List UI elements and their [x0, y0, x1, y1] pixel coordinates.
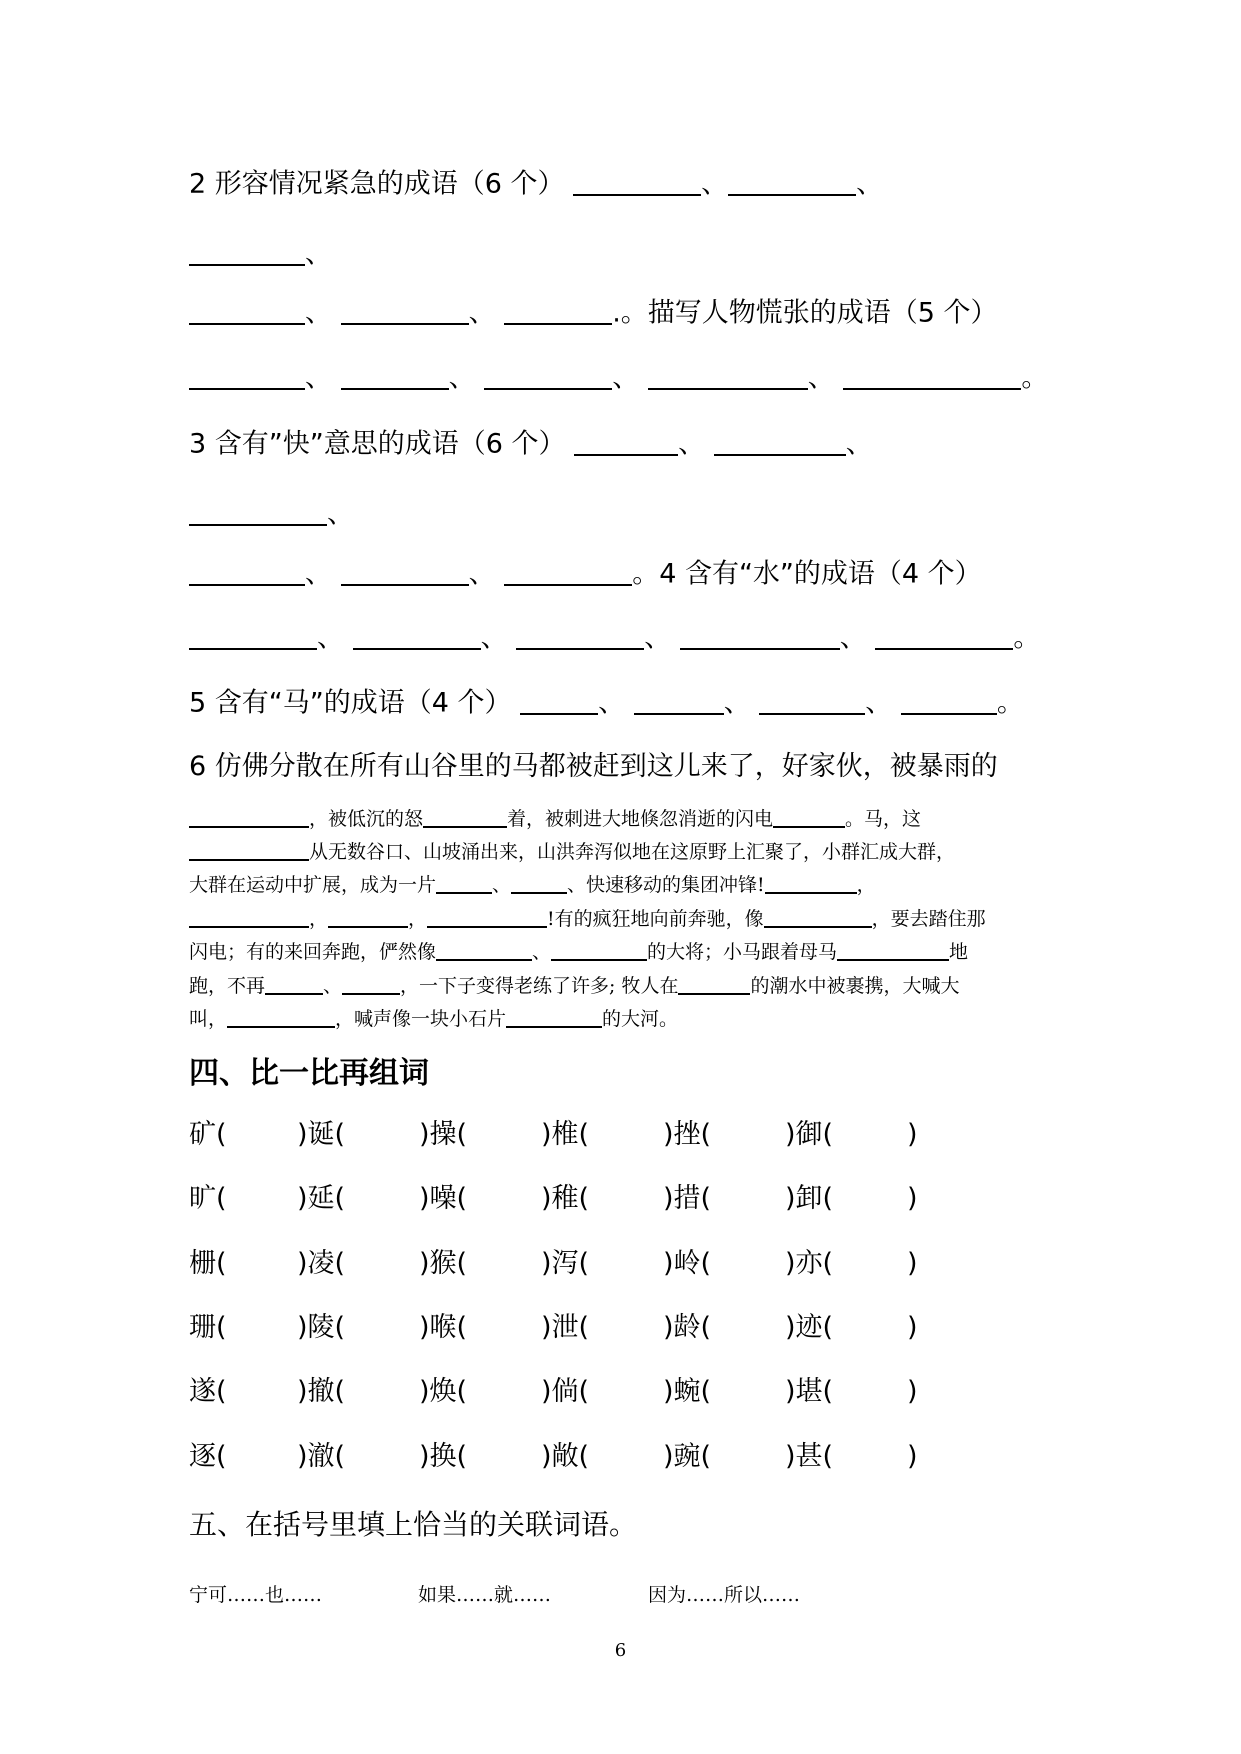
passage-text: 的大河。 [602, 1008, 679, 1031]
answer-blank[interactable] [837, 939, 949, 961]
answer-blank[interactable] [843, 360, 1021, 390]
char-with-paren[interactable]: )甚( [785, 1441, 834, 1472]
q2-prompt: 2 形容情况紧急的成语（6 个） [189, 168, 565, 200]
q6-line4 [189, 906, 986, 932]
q2-prompt-b: 描写人物慌张的成语（5 个） [647, 297, 998, 329]
q5-line [189, 685, 1024, 721]
q3-line3 [189, 556, 982, 592]
q6-line1 [189, 806, 921, 832]
answer-blank[interactable] [506, 1006, 602, 1028]
answer-blank[interactable] [189, 496, 327, 526]
answer-blank[interactable] [511, 872, 567, 894]
page-number: 6 [614, 1640, 627, 1661]
answer-blank[interactable] [678, 973, 750, 995]
char-with-paren[interactable]: 逐( [189, 1441, 227, 1472]
separator: 、 [723, 687, 751, 719]
answer-blank[interactable] [189, 806, 309, 828]
answer-blank[interactable] [353, 620, 481, 650]
q6-line5 [189, 939, 968, 965]
char-with-paren[interactable]: )亦( [785, 1248, 834, 1279]
answer-blank[interactable] [427, 906, 547, 928]
separator: .。 [612, 297, 648, 329]
answer-blank[interactable] [342, 973, 400, 995]
q4-line [189, 620, 1040, 656]
q3-line1 [189, 426, 873, 462]
char-with-paren[interactable]: )倘( [541, 1376, 590, 1407]
separator: 。 [1013, 622, 1041, 654]
separator: 、 [701, 168, 729, 200]
separator: 、 [468, 558, 496, 590]
char-with-paren[interactable]: )噪( [419, 1183, 468, 1214]
passage-text: 。马，这 [845, 808, 922, 831]
separator: 、 [305, 558, 332, 590]
passage-text: 着，被刺进大地倏忽消逝的闪电 [507, 808, 774, 831]
q2-line1 [189, 166, 883, 202]
passage-text: ，被低沉的怒 [309, 808, 424, 831]
answer-blank[interactable] [189, 295, 305, 325]
separator: 、 [839, 622, 867, 654]
passage-text: 地 [949, 941, 969, 964]
q3-line2 [189, 496, 354, 532]
answer-blank[interactable] [765, 872, 857, 894]
q2-line2 [189, 236, 332, 272]
separator: 。 [996, 687, 1024, 719]
answer-blank[interactable] [189, 620, 317, 650]
char-with-paren[interactable]: )御( [785, 1119, 834, 1150]
char-with-paren[interactable]: )操( [419, 1119, 468, 1150]
char-with-paren[interactable]: 珊( [189, 1312, 227, 1343]
answer-blank[interactable] [341, 295, 469, 325]
char-with-paren[interactable]: ) [907, 1119, 918, 1150]
passage-text: ，一下子变得老练了许多; 牧人在 [400, 975, 679, 998]
passage-text: !有的疯狂地向前奔驰，像 [547, 908, 764, 931]
passage-text: 、 [532, 941, 552, 964]
answer-blank[interactable] [773, 806, 845, 828]
char-with-paren[interactable]: ) [907, 1441, 918, 1472]
separator: 、 [678, 428, 706, 460]
char-with-paren[interactable]: )迹( [785, 1312, 834, 1343]
answer-blank[interactable] [189, 360, 305, 390]
separator: 、 [644, 622, 672, 654]
answer-blank[interactable] [189, 839, 309, 861]
answer-blank[interactable] [574, 426, 678, 456]
separator: 、 [612, 362, 640, 394]
char-with-paren[interactable]: )椎( [541, 1119, 590, 1150]
q6-line3 [189, 872, 876, 898]
separator: 、 [448, 362, 476, 394]
passage-text: ， [309, 908, 329, 931]
separator: 。 [1021, 362, 1049, 394]
q5-prompt: 5 含有“马”的成语（4 个） [189, 687, 512, 719]
answer-blank[interactable] [875, 620, 1013, 650]
answer-blank[interactable] [714, 426, 846, 456]
answer-blank[interactable] [516, 620, 644, 650]
answer-blank[interactable] [227, 1006, 335, 1028]
answer-blank[interactable] [189, 236, 305, 266]
answer-blank[interactable] [551, 939, 647, 961]
char-with-paren[interactable]: ) [907, 1376, 918, 1407]
answer-blank[interactable] [484, 360, 612, 390]
passage-text: 的大将；小马跟着母马 [647, 941, 838, 964]
passage-text: 闪电；有的来回奔跑，俨然像 [189, 941, 437, 964]
separator: 、 [317, 622, 344, 654]
char-with-paren[interactable]: )泄( [541, 1312, 590, 1343]
q3-prompt: 3 含有”快”意思的成语（6 个） [189, 428, 566, 460]
char-with-paren[interactable]: )焕( [419, 1376, 468, 1407]
answer-blank[interactable] [634, 685, 724, 715]
separator: 、 [865, 687, 893, 719]
passage-text: 大群在运动中扩展，成为一片 [189, 874, 437, 897]
char-with-paren[interactable]: )措( [663, 1183, 712, 1214]
separator: 、 [305, 238, 332, 270]
q6-line2 [189, 839, 955, 865]
answer-blank[interactable] [189, 906, 309, 928]
char-with-paren[interactable]: )猴( [419, 1248, 468, 1279]
q6-line7 [189, 1006, 678, 1032]
char-with-paren[interactable]: 旷( [189, 1183, 227, 1214]
passage-text: 从无数谷口、山坡涌出来，山洪奔泻似地在这原野上汇聚了，小群汇成大群， [309, 841, 956, 864]
passage-text: ，要去踏住那 [871, 908, 986, 931]
conjunction-option: 如果……就…… [418, 1584, 552, 1606]
separator: 。 [632, 558, 660, 590]
answer-blank[interactable] [901, 685, 997, 715]
char-with-paren[interactable]: 栅( [189, 1248, 227, 1279]
char-with-paren[interactable]: )豌( [663, 1441, 712, 1472]
separator: 、 [327, 498, 354, 530]
char-with-paren[interactable]: )泻( [541, 1248, 590, 1279]
q6-line6 [189, 973, 960, 999]
char-with-paren[interactable]: )敞( [541, 1441, 590, 1472]
answer-blank[interactable] [680, 620, 840, 650]
char-with-paren[interactable]: ) [907, 1248, 918, 1279]
passage-text: 叫， [189, 1008, 228, 1031]
q2-line3 [189, 295, 998, 331]
passage-text: 、 [323, 975, 343, 998]
passage-text: ， [856, 874, 876, 897]
char-with-paren[interactable]: )挫( [663, 1119, 712, 1150]
char-with-paren[interactable]: )卸( [785, 1183, 834, 1214]
q6-lead: 6 仿佛分散在所有山谷里的马都被赶到这儿来了，好家伙，被暴雨的 [189, 751, 998, 782]
char-with-paren[interactable]: )澈( [297, 1441, 346, 1472]
q4-prompt: 4 含有“水”的成语（4 个） [659, 558, 982, 590]
answer-blank[interactable] [341, 556, 469, 586]
char-with-paren[interactable]: )岭( [663, 1248, 712, 1279]
passage-text: 的潮水中被裹携，大喊大 [750, 975, 960, 998]
answer-blank[interactable] [265, 973, 323, 995]
char-with-paren[interactable]: )凌( [297, 1248, 346, 1279]
separator: 、 [845, 428, 873, 460]
section5-title: 五、在括号里填上恰当的关联词语。 [189, 1508, 638, 1541]
char-with-paren[interactable]: ) [907, 1183, 918, 1214]
answer-blank[interactable] [573, 166, 701, 196]
answer-blank[interactable] [189, 556, 305, 586]
passage-text: ， [408, 908, 428, 931]
answer-blank[interactable] [341, 360, 449, 390]
separator: 、 [480, 622, 508, 654]
char-with-paren[interactable]: 矿( [189, 1119, 227, 1150]
char-with-paren[interactable]: 遂( [189, 1376, 227, 1407]
answer-blank[interactable] [423, 806, 507, 828]
passage-text: 、 [492, 874, 512, 897]
passage-text: 、快速移动的集团冲锋! [567, 874, 765, 897]
answer-blank[interactable] [328, 906, 408, 928]
char-with-paren[interactable]: )蜿( [663, 1376, 712, 1407]
answer-blank[interactable] [520, 685, 598, 715]
answer-blank[interactable] [728, 166, 856, 196]
answer-blank[interactable] [759, 685, 865, 715]
answer-blank[interactable] [648, 360, 808, 390]
char-with-paren[interactable]: )陵( [297, 1312, 346, 1343]
answer-blank[interactable] [436, 872, 492, 894]
char-with-paren[interactable]: )喉( [419, 1312, 468, 1343]
char-with-paren[interactable]: )换( [419, 1441, 468, 1472]
char-with-paren[interactable]: )堪( [785, 1376, 834, 1407]
answer-blank[interactable] [504, 295, 612, 325]
answer-blank[interactable] [764, 906, 872, 928]
separator: 、 [807, 362, 835, 394]
answer-blank[interactable] [436, 939, 532, 961]
char-with-paren[interactable]: )诞( [297, 1119, 346, 1150]
char-with-paren[interactable]: )龄( [663, 1312, 712, 1343]
separator: 、 [598, 687, 626, 719]
answer-blank[interactable] [504, 556, 632, 586]
char-with-paren[interactable]: ) [907, 1312, 918, 1343]
separator: 、 [468, 297, 496, 329]
passage-text: ，喊声像一块小石片 [335, 1008, 507, 1031]
char-with-paren[interactable]: )撤( [297, 1376, 346, 1407]
section4-title: 四、比一比再组词 [189, 1056, 429, 1091]
separator: 、 [856, 168, 884, 200]
q2-line4 [189, 360, 1048, 396]
conjunction-option: 因为……所以…… [648, 1584, 801, 1606]
separator: 、 [305, 297, 332, 329]
conjunction-option: 宁可……也…… [189, 1584, 323, 1606]
char-with-paren[interactable]: )延( [297, 1183, 346, 1214]
char-with-paren[interactable]: )稚( [541, 1183, 590, 1214]
passage-text: 跑，不再 [189, 975, 266, 998]
separator: 、 [305, 362, 332, 394]
